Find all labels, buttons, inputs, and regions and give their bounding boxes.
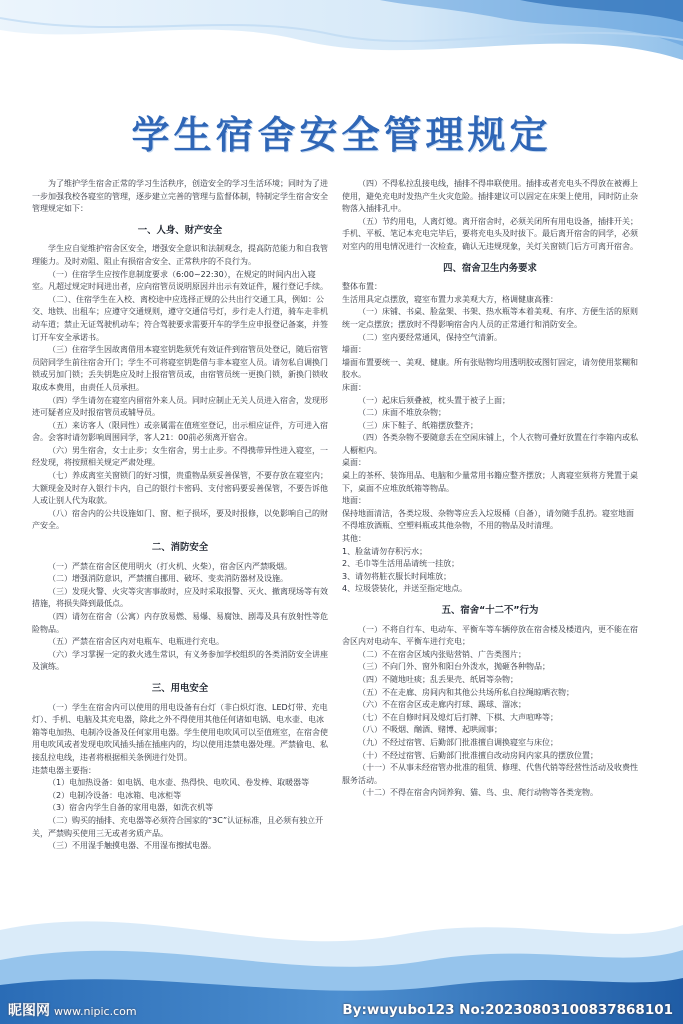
- paragraph: （1）电加热设备：如电锅、电水壶、热得快、电吹风、卷发棒、取暖器等: [48, 778, 310, 788]
- paragraph: 保持地面清洁，各类垃圾、杂物等应丢入垃圾桶（自备），请勿随手乱扔。寝室地面不得堆放酒瓶、空塑料瓶或其他杂物，不用的物品及时清理。: [342, 508, 634, 531]
- paragraph: （二）增强消防意识，严禁擅自挪用、破坏、变卖消防器材及设施。: [48, 574, 288, 584]
- left-column: [32, 178, 328, 853]
- paragraph: （一）严禁在宿舍区使用明火（打火机、火柴），宿舍区内严禁吸烟。: [48, 561, 292, 571]
- section-heading: 二、消防安全: [151, 542, 209, 554]
- paragraph: （一）起床后须叠被，枕头置于被子上面；: [358, 395, 510, 405]
- paragraph: 学生应自觉维护宿舍区安全，增强安全意识和法制观念，提高防范能力和自我管理能力。及时劝阻、阻止有损宿舍安全、正常秩序的不良行为。: [32, 244, 328, 266]
- section-heading: 一、人身、财产安全: [137, 224, 223, 236]
- paragraph: （八）不吸烟、酗酒、赌博、起哄闹事；: [358, 725, 502, 735]
- paragraph: （十）不经过宿管、后勤部门批准擅自改动房间内家具的摆放位置；: [358, 750, 598, 760]
- paragraph: （六）学习掌握一定的救火逃生常识，有义务参加学校组织的各类消防安全讲座及演练。: [32, 649, 328, 672]
- paragraph: 墙面布置要统一、美观、健康。所有张贴物均用透明胶或图钉固定，请勿使用浆糊和胶水。: [342, 357, 638, 380]
- paragraph: （七）养成离室关窗锁门的好习惯，贵重物品须妥善保管，不要存放在寝室内；大额现金及时存入银行卡内，自己的银行卡密码、支付密码要妥善保管，不要告诉他人或让别人代为取款。: [32, 471, 328, 506]
- paragraph: 其他：: [342, 534, 366, 544]
- intro-paragraph: 为了维护学生宿舍正常的学习生活秩序，创造安全的学习生活环境；同时为了进一步加强我校各寝室的管理，逐步建立完善的管理与监督体制，特制定学生宿舍安全管理规定如下：: [32, 179, 328, 214]
- paragraph: （六）不在宿舍区或走廊内打球、踢球、溜冰；: [358, 700, 526, 710]
- paragraph: （四）各类杂物不要随意丢在空闲床铺上，个人衣物可叠好放置在行李箱内或私人橱柜内。: [342, 433, 638, 455]
- paragraph: （二）床面不堆放杂物；: [358, 408, 446, 418]
- paragraph: 3、请勿将脏衣服长时间堆放；: [342, 571, 452, 581]
- paragraph: （十二）不得在宿舍内饲养狗、猫、鸟、虫、爬行动物等各类宠物。: [358, 788, 598, 798]
- paragraph: （一）学生在宿舍内可以使用的用电设备有台灯（非白炽灯泡、LED灯带、充电灯）、手机、电脑及其充电器，除此之外不得使用其他任何诸如电锅、电水壶、电冰箱等电加热、电制冷设备及任何家用电器。学生使用电吹风可以至值班室，在宿舍使用电吹风或者发现电吹风插头插在插座内的，均以使用违禁电器处理。严禁偷电、私接乱拉电线，违者将根据相关条例进行处罚。: [32, 702, 328, 762]
- paragraph: 桌面：: [342, 458, 366, 468]
- paragraph: （三）不向门外、窗外和阳台外泼水，抛砸各种物品；: [358, 662, 550, 672]
- paragraph: （七）不在自修时间及熄灯后打牌、下棋、大声喧哗等；: [358, 712, 558, 722]
- paragraph: 违禁电器主要指：: [32, 765, 96, 775]
- watermark-id: By:wuyubo123 No:20230803100837868101: [342, 1002, 673, 1018]
- paragraph: （四）不随地吐痰；乱丢果壳、纸屑等杂物；: [358, 674, 518, 684]
- paragraph: 4、垃圾袋装化，并送至指定地点。: [342, 584, 468, 594]
- page-title: 学生宿舍安全管理规定: [131, 112, 552, 157]
- paragraph: 2、毛巾等生活用品请统一挂放；: [342, 559, 460, 569]
- paragraph: （一）不将自行车、电动车、平衡车等车辆停放在宿舍楼及楼道内，更不能在宿舍区内对电动车、平衡车进行充电；: [342, 624, 638, 647]
- paragraph: （二）不在宿舍区域内张贴营销、广告类图片；: [358, 649, 526, 659]
- paragraph: （九）不经过宿管、后勤部门批准擅自调换寝室与床位；: [358, 737, 558, 747]
- paragraph: （六）男生宿舍，女士止步；女生宿舍，男士止步。不得携带异性进入寝室，一经发现，将按照相关规定严肃处理。: [32, 445, 328, 468]
- paragraph: （四）请勿在宿舍（公寓）内存放易燃、易爆、易腐蚀、剧毒及具有放射性等危险物品。: [32, 612, 328, 634]
- paragraph: 桌上的茶杯、装饰用品、电脑和少量常用书籍应整齐摆放；人离寝室须将方凳置于桌下，桌面不应堆放纸箱等物品。: [342, 471, 638, 493]
- section-heading: 四、宿舍卫生内务要求: [443, 262, 537, 274]
- paragraph: （十一）不从事未经宿管办批准的租赁、修理、代售代销等经营性活动及收费性服务活动。: [342, 763, 638, 785]
- paragraph: （三）床下鞋子、纸箱摆放整齐；: [358, 420, 478, 430]
- paragraph: （五）节约用电，人离灯熄。离开宿舍时，必须关闭所有用电设备，插排开关；手机、平板、笔记本充电完毕后，要将充电头及时拔下。最后离开宿舍的同学，必须对室内的用电情况进行一次检查，确认无违规现象，关灯关窗锁门后方可离开宿舍。: [342, 216, 638, 251]
- paragraph: （一）住宿学生应按作息制度要求（6:00~22:30），在规定的时间内出入寝室。凡超过规定时间进出者，应向宿管员说明原因并出示有效证件，履行登记手续。: [32, 269, 328, 292]
- paragraph: （二）室内要经常通风，保持空气清新。: [358, 332, 502, 342]
- paragraph: （一）床铺、书桌、脸盆架、书架、热水瓶等本着美观、有序、方便生活的原则统一定点摆放；摆放时不得影响宿舍内人员的正常通行和消防安全。: [342, 307, 638, 329]
- watermark-logo: [8, 1000, 137, 1020]
- paragraph: （二）、住宿学生在入校、离校途中应选择正规的公共出行交通工具，例如：公交、地铁、出租车；应遵守交通规则，遵守交通信号灯，步行走人行道，骑车走非机动车道；禁止无证驾驶机动车；符合驾驶要求需要开车的学生应申报登记备案，并签订开车安全承诺书。: [32, 294, 328, 342]
- paragraph: （3）宿舍内学生自备的家用电器，如洗衣机等: [48, 803, 214, 813]
- paragraph: 1、脸盆请勿存积污水；: [342, 546, 428, 556]
- paragraph: （五）不在走廊、房间内和其他公共场所私自拉绳晾晒衣物；: [358, 687, 574, 697]
- paragraph: （五）严禁在宿舍区内对电瓶车、电瓶进行充电。: [48, 637, 224, 647]
- watermark-logo-text: 昵图网: [8, 1003, 50, 1019]
- paragraph: 床面：: [342, 382, 366, 392]
- watermark-site: www.nipic.com: [54, 1005, 137, 1018]
- paragraph: 整体布置：: [342, 282, 382, 292]
- paragraph: 生活用具定点摆放，寝室布置力求美观大方，格调健康高雅：: [342, 294, 558, 304]
- section-heading: 五、宿舍“十二不”行为: [441, 605, 539, 616]
- right-column: [342, 178, 638, 800]
- paragraph: （2）电制冷设备：电冰箱、电冰柜等: [48, 790, 182, 800]
- paragraph: 墙面：: [342, 345, 366, 355]
- paragraph: 地面：: [342, 496, 366, 506]
- paragraph: （三）发现火警、火灾等灾害事故时，应及时采取报警、灭火、撤离现场等有效措施，将损失降到最低点。: [32, 586, 328, 609]
- paragraph: （四）不得私拉乱接电线，插排不得串联使用。插排或者充电头不得放在被褥上使用，避免充电时发热产生火灾危险。插排建议可以固定在床架上使用，同时防止杂物落入插排孔中。: [342, 179, 638, 214]
- paragraph: （三）住宿学生因故离借用本寝室钥匙须凭有效证件到宿管员处登记，随后宿管员陪同学生前往宿舍开门；学生不可将寝室钥匙借与非本寝室人员。请勿私自调换门锁或另加门锁；丢失钥匙应及时上报宿管员或，由宿管员统一更换门锁，新换门锁收取成本费用，由责任人员承担。: [32, 345, 328, 392]
- paragraph: （二）购买的插排、充电器等必须符合国家的“3C”认证标准，且必须有独立开关，严禁购买使用三无或者劣质产品。: [32, 815, 324, 838]
- paragraph: （三）不用湿手触摸电器、不用湿布擦拭电器。: [48, 841, 216, 851]
- paragraph: （五）来访客人（限同性）或亲属需在值班室登记，出示相应证件，方可进入宿舍。会客时请勿影响周围同学，客人21：00前必须离开宿舍。: [32, 420, 328, 443]
- paragraph: （四）学生请勿在寝室内留宿外来人员。同时应制止无关人员进入宿舍，发现形迹可疑者应及时报宿管员或辅导员。: [32, 395, 328, 418]
- paragraph: （八）宿舍内的公共设施如门、窗、柜子损坏，要及时报修，以免影响自己的财产安全。: [32, 508, 328, 531]
- section-heading: 三、用电安全: [151, 682, 209, 694]
